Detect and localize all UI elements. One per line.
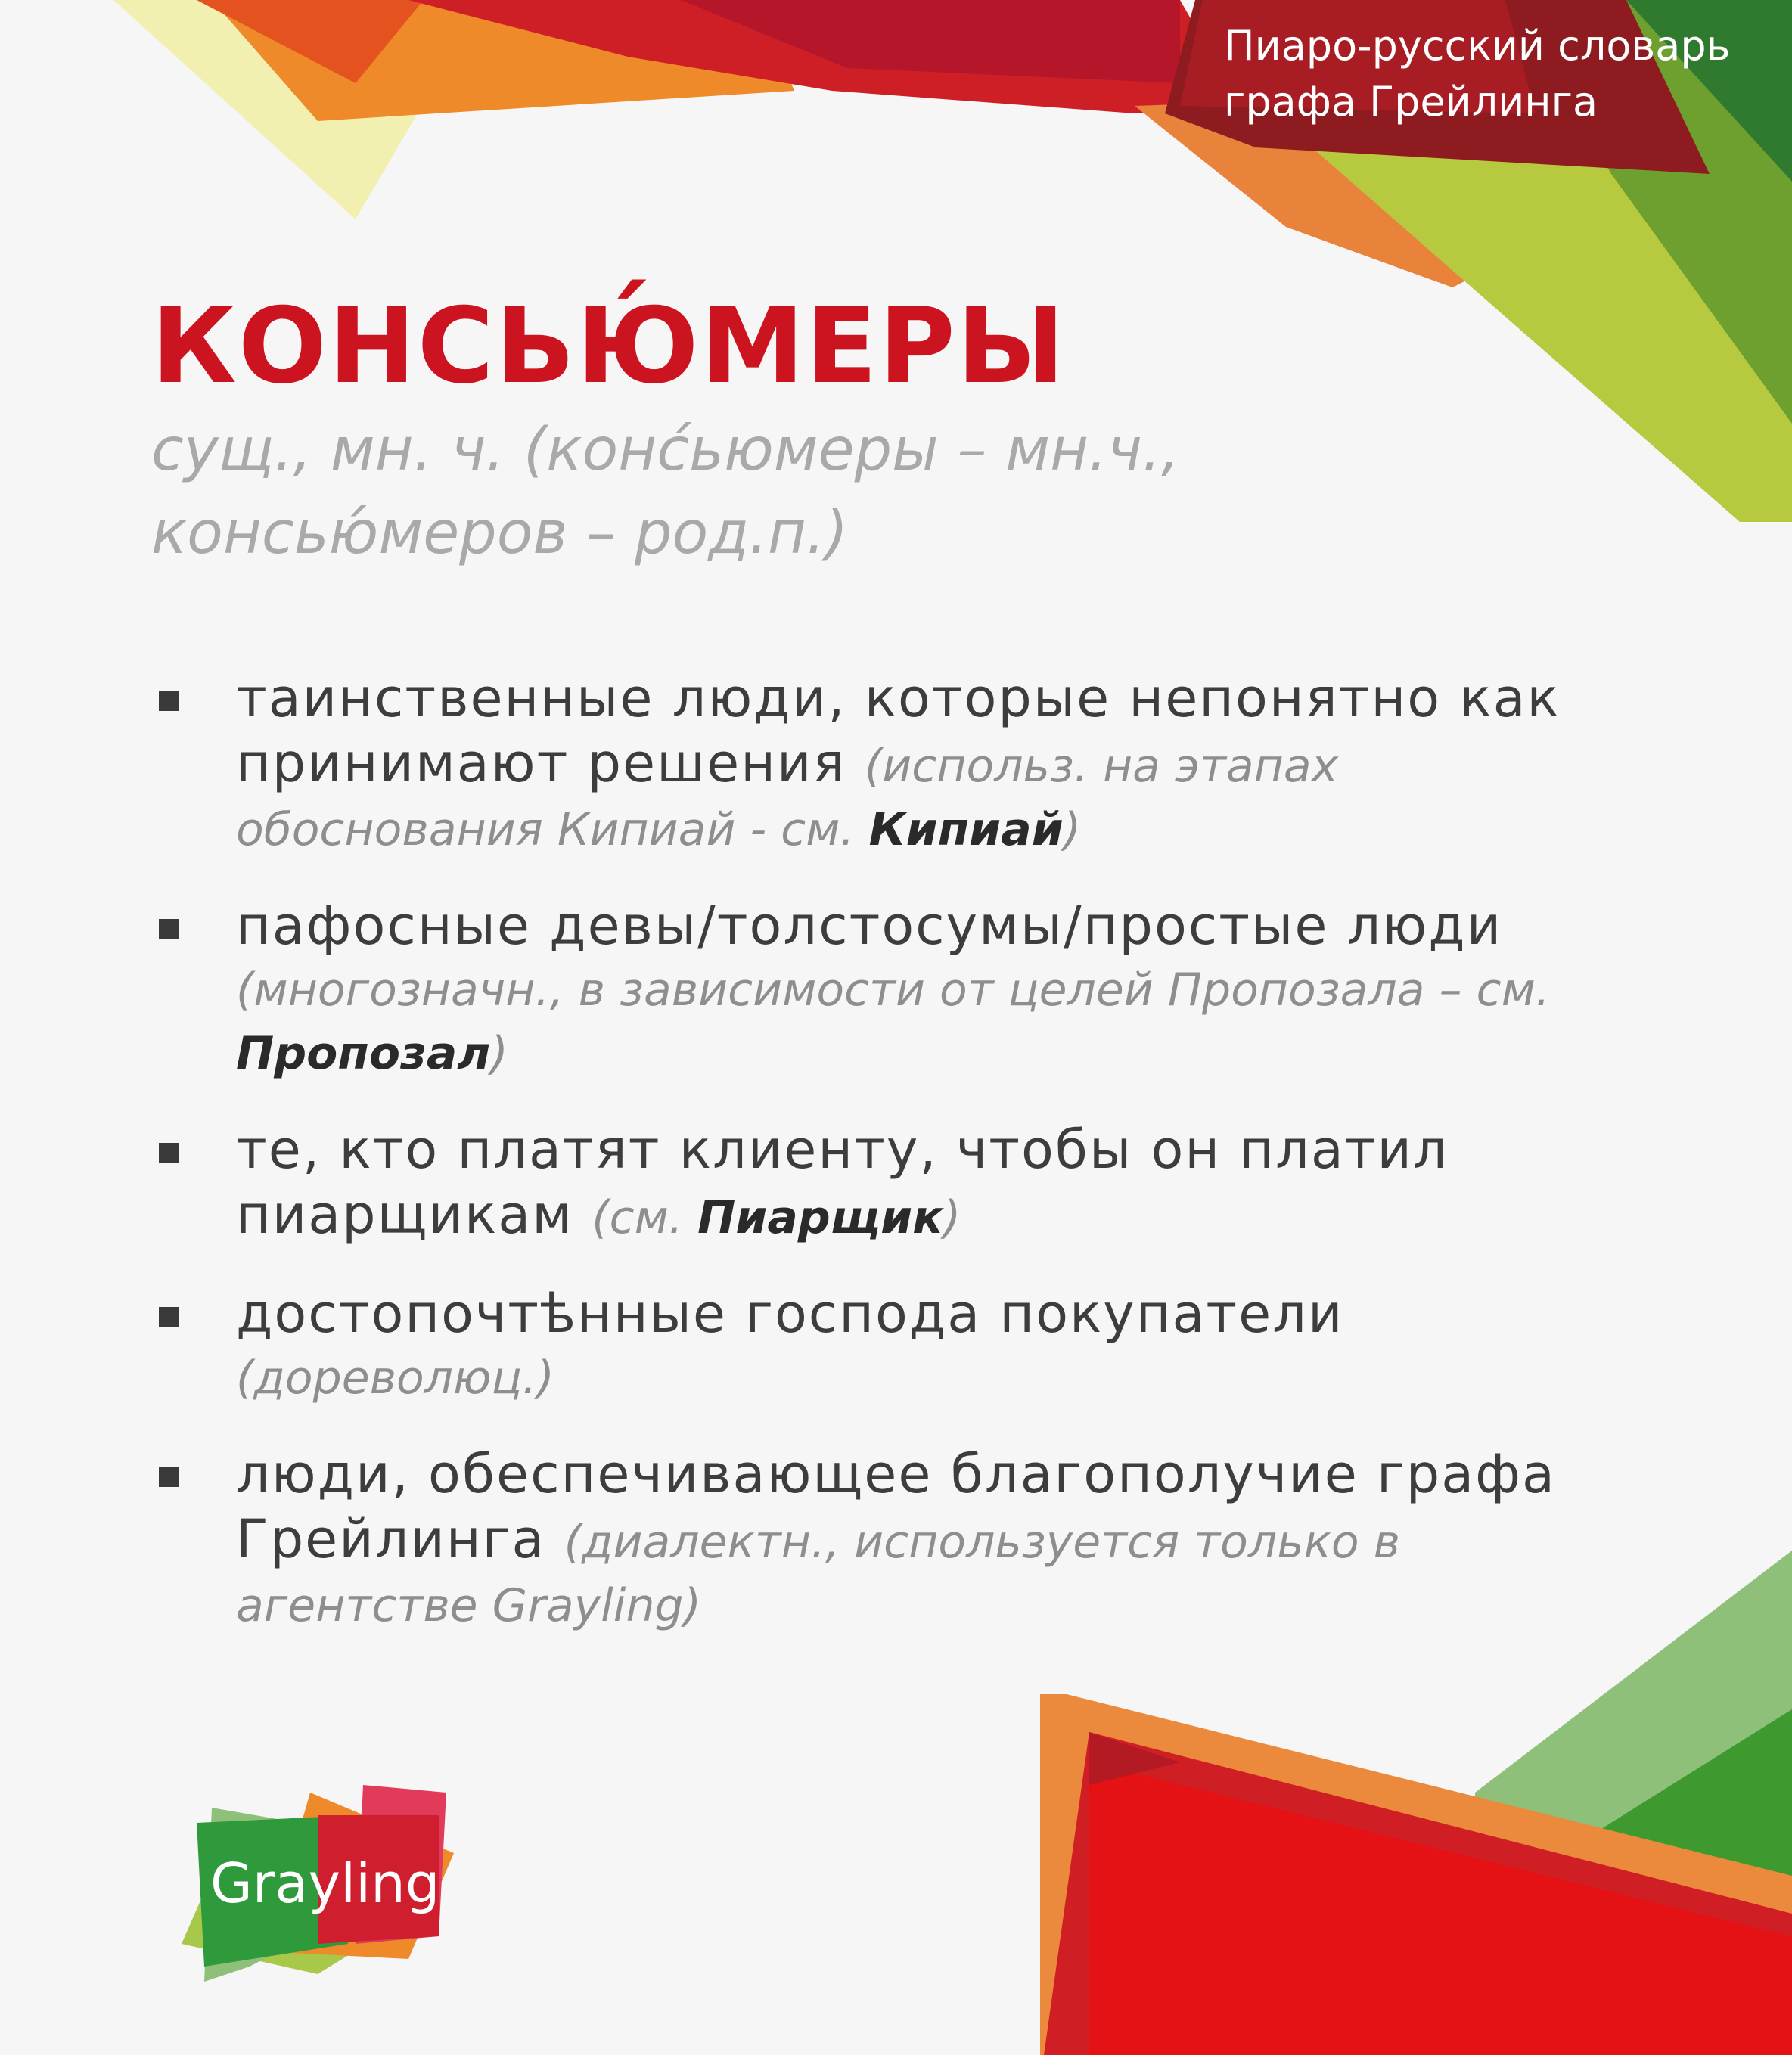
grammar-info <box>151 408 1286 575</box>
headword: КОНСЬЮ́МЕРЫ <box>151 285 1067 407</box>
dictionary-title <box>1224 18 1769 130</box>
logo-text: Grayling <box>210 1852 440 1915</box>
definition-list <box>151 666 1619 1669</box>
definition-note: (использ. на этапах обоснования Кипиай - см. <box>236 740 1339 856</box>
definition-item <box>151 1117 1619 1249</box>
bullet-square-icon <box>159 1143 179 1163</box>
bullet-square-icon <box>159 691 179 711</box>
definition-item <box>151 666 1619 861</box>
definition-note-close: ) <box>1063 803 1082 856</box>
definition-text: люди, обеспечивающее благополучие графа Грейлинга <box>236 1443 1556 1570</box>
definition-text: таинственные люди, которые непонятно как принимают решения <box>236 667 1561 794</box>
definition-note: (диалектн., используется только в агентстве Grayling) <box>236 1516 1400 1632</box>
definition-note: (дореволюц.) <box>236 1352 554 1405</box>
definition-text: те, кто платят клиенту, чтобы он платил пиарщикам <box>236 1119 1449 1246</box>
definition-note: (многозначн., в зависимости от целей Пропозала – см. <box>236 964 1550 1017</box>
cross-reference: Пропозал <box>236 1027 491 1080</box>
definition-note: (см. <box>592 1191 698 1244</box>
definition-note-close: ) <box>943 1191 961 1244</box>
definition-item <box>151 893 1619 1085</box>
cross-reference: Пиарщик <box>697 1191 943 1244</box>
definition-text: достопочтѣнные господа покупатели <box>236 1283 1344 1345</box>
grammar-line1: сущ., мн. ч. (конс́ьюмеры – мн.ч., <box>151 416 1180 484</box>
grammar-line2: консью́меров – род.п.) <box>151 499 849 567</box>
bullet-square-icon <box>159 919 179 939</box>
bullet-square-icon <box>159 1307 179 1327</box>
definition-text: пафосные девы/толстосумы/простые люди <box>236 895 1503 957</box>
dictionary-title-line2: графа Грейлинга <box>1224 78 1598 126</box>
definition-item <box>151 1281 1619 1410</box>
cross-reference: Кипиай <box>868 803 1064 856</box>
bullet-square-icon <box>159 1467 179 1487</box>
dictionary-title-line1: Пиаро-русский словарь <box>1224 22 1731 70</box>
definition-note-close: ) <box>490 1027 508 1080</box>
definition-item <box>151 1442 1619 1637</box>
